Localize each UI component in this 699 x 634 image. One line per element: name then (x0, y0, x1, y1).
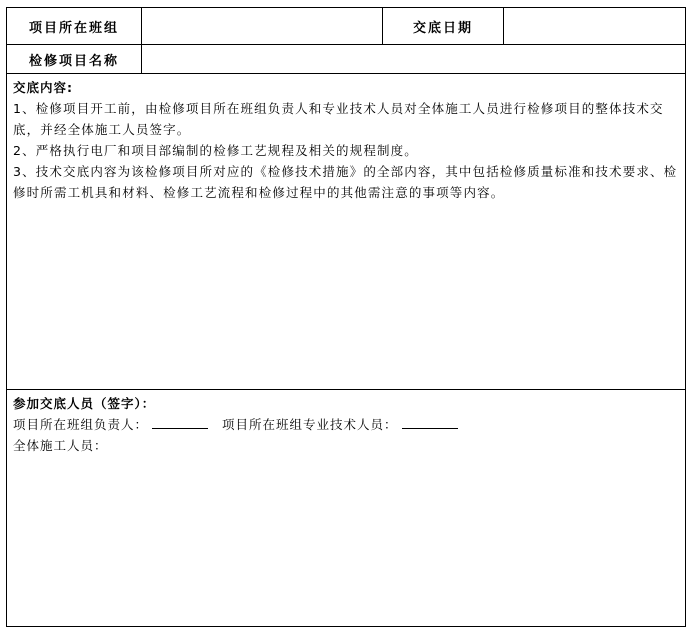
handover-form (6, 7, 686, 627)
team-label: 项目所在班组 (7, 8, 142, 44)
content-item-2: 2、严格执行电厂和项目部编制的检修工艺规程及相关的规程制度。 (13, 143, 418, 158)
all-workers-label: 全体施工人员： (13, 438, 108, 453)
leader-signature-field[interactable] (152, 416, 208, 429)
signers-heading: 参加交底人员（签字）： (13, 396, 156, 411)
header-row-team-date (7, 8, 685, 45)
tech-label: 项目所在班组专业技术人员： (222, 417, 398, 432)
project-name-label: 检修项目名称 (7, 45, 142, 73)
handover-content-section (7, 74, 685, 390)
team-value-field[interactable] (142, 8, 383, 44)
signers-section (7, 390, 685, 626)
date-label: 交底日期 (383, 8, 504, 44)
signers-line-leaders (13, 414, 679, 435)
content-heading: 交底内容: (13, 80, 73, 95)
tech-signature-field[interactable] (402, 416, 458, 429)
header-row-project (7, 45, 685, 74)
content-item-1: 1、检修项目开工前，由检修项目所在班组负责人和专业技术人员对全体施工人员进行检修项目的整体技术交底，并经全体施工人员签字。 (13, 101, 664, 137)
project-name-field[interactable] (142, 45, 685, 73)
leader-label: 项目所在班组负责人： (13, 417, 149, 432)
content-item-3: 3、技术交底内容为该检修项目所对应的《检修技术措施》的全部内容，其中包括检修质量标准和技术要求、检修时所需工机具和材料、检修工艺流程和检修过程中的其他需注意的事项等内容。 (13, 164, 678, 200)
date-value-field[interactable] (504, 8, 685, 44)
